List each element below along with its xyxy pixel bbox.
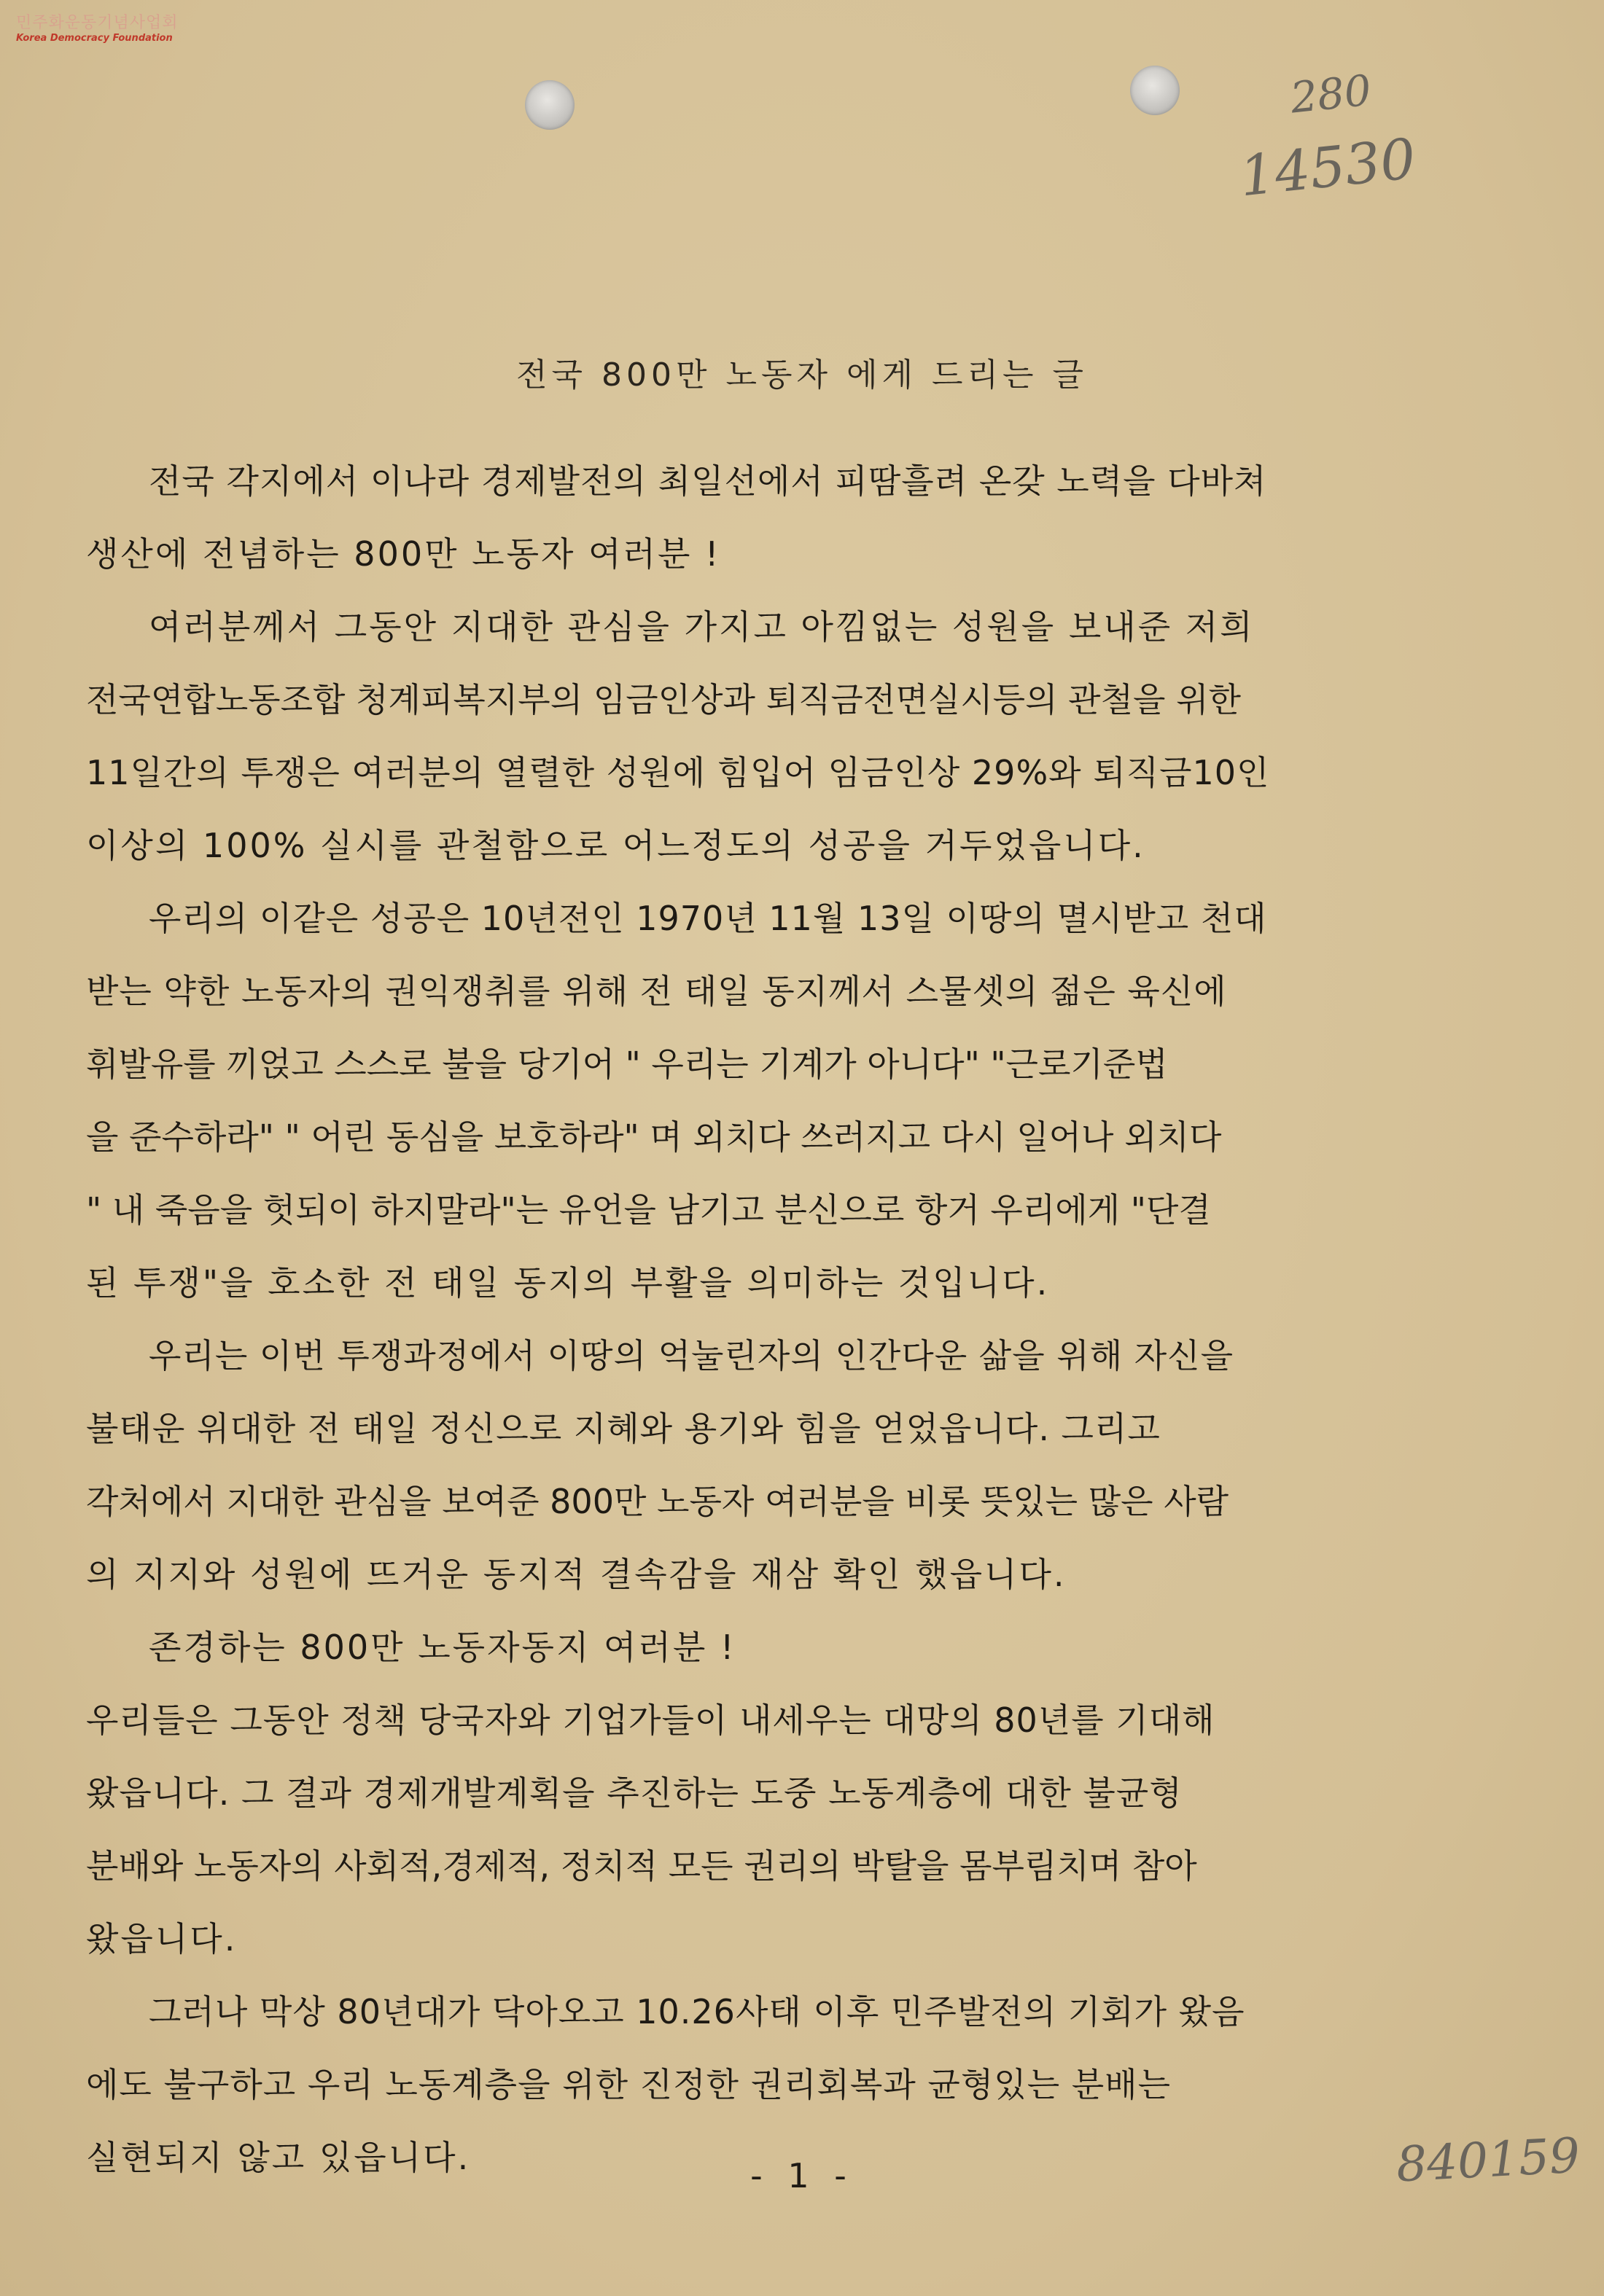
body-line: 왔읍니다. 그 결과 경제개발계획을 추진하는 도중 노동계층에 대한 불균형 [86,1773,1183,1813]
body-line: 각처에서 지대한 관심을 보여준 800만 노동자 여러분을 비롯 뜻있는 많은 사람 [86,1482,1229,1521]
punch-hole-right [1130,66,1180,115]
body-line: 실현되지 않고 있읍니다. [86,2138,471,2177]
handwritten-top-number: 280 [1288,65,1374,123]
document-body [86,445,1537,2194]
body-line: 된 투쟁"을 호소한 전 태일 동지의 부활을 의미하는 것입니다. [86,1263,1050,1303]
body-line: 존경하는 800만 노동자동지 여러분 ! [149,1628,736,1667]
body-line: 에도 불구하고 우리 노동계층을 위한 진정한 권리회복과 균형있는 분배는 [86,2065,1172,2104]
stamp-english-text: Korea Democracy Foundation [16,33,173,44]
page-number: - 1 - [750,2156,854,2195]
body-line: 불태운 위대한 전 태일 정신으로 지혜와 용기와 힘을 얻었읍니다. 그리고 [86,1409,1161,1448]
punch-hole-left [525,80,575,130]
body-line: 우리의 이같은 성공은 10년전인 1970년 11월 13일 이땅의 멸시받고 천대 [149,899,1267,938]
handwritten-bottom-number: 840159 [1395,2127,1581,2193]
body-line: 우리는 이번 투쟁과정에서 이땅의 억눌린자의 인간다운 삶을 위해 자신을 [149,1336,1234,1375]
body-line: " 내 죽음을 헛되이 하지말라"는 유언을 남기고 분신으로 항거 우리에게 "단결 [86,1190,1211,1230]
body-line: 우리들은 그동안 정책 당국자와 기업가들이 내세우는 대망의 80년를 기대해 [86,1700,1215,1740]
body-line: 휘발유를 끼얹고 스스로 불을 당기어 " 우리는 기계가 아니다" "근로기준법 [86,1044,1168,1084]
body-line: 11일간의 투쟁은 여러분의 열렬한 성원에 힘입어 임금인상 29%와 퇴직금10인 [86,753,1270,792]
body-line: 여러분께서 그동안 지대한 관심을 가지고 아낌없는 성원을 보내준 저희 [149,607,1255,647]
body-line: 분배와 노동자의 사회적,경제적, 정치적 모든 권리의 박탈을 몸부림치며 참아 [86,1846,1197,1886]
handwritten-file-number: 14530 [1237,125,1419,209]
body-line: 생산에 전념하는 800만 노동자 여러분 ! [86,534,721,574]
body-line: 전국 각지에서 이나라 경제발전의 최일선에서 피땀흘려 온갖 노력을 다바쳐 [149,461,1267,501]
stamp-korean-text: 민주화운동기념사업회 [16,14,179,32]
body-line: 전국연합노동조합 청계피복지부의 임금인상과 퇴직금전면실시등의 관철을 위한 [86,680,1241,719]
body-line: 그러나 막상 80년대가 닥아오고 10.26사태 이후 민주발전의 기회가 왔음 [149,1992,1245,2031]
body-line: 이상의 100% 실시를 관철함으로 어느정도의 성공을 거두었읍니다. [86,826,1145,865]
document-title: 전국 800만 노동자 에게 드리는 글 [516,356,1088,394]
body-line: 받는 약한 노동자의 권익쟁취를 위해 전 태일 동지께서 스물셋의 젊은 육신에 [86,972,1227,1011]
body-line: 의 지지와 성원에 뜨거운 동지적 결속감을 재삼 확인 했읍니다. [86,1555,1067,1594]
foundation-stamp [16,15,227,45]
body-line: 을 준수하라" " 어린 동심을 보호하라" 며 외치다 쓰러지고 다시 일어나 외치다 [86,1117,1222,1157]
body-line: 왔읍니다. [86,1919,238,1959]
